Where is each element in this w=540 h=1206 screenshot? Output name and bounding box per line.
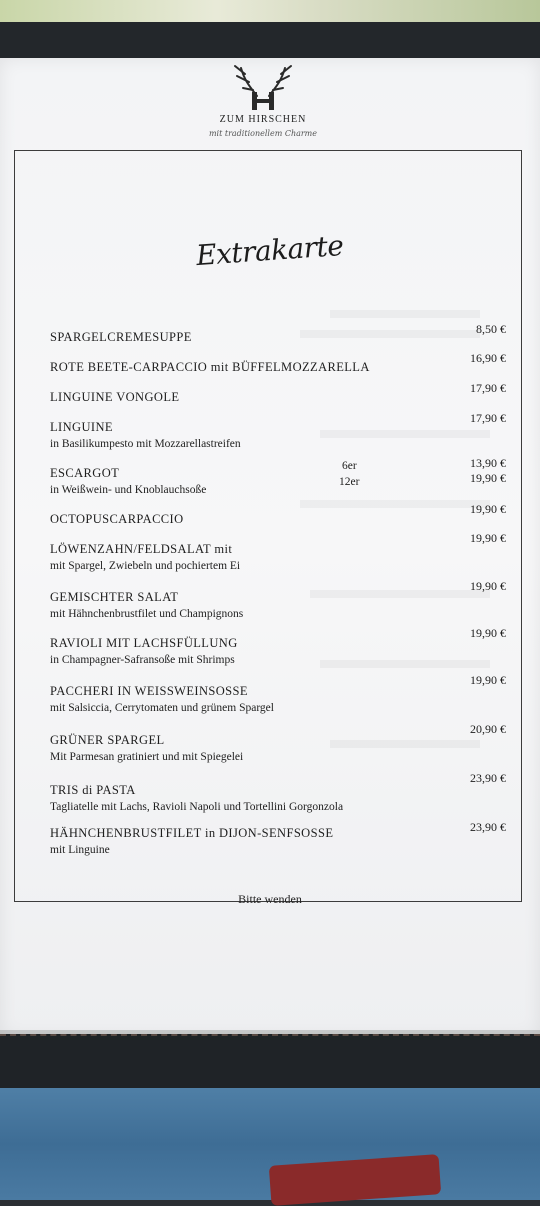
- menu-item: [50, 542, 240, 572]
- menu-item-name: LÖWENZAHN/FELDSALAT mit: [50, 542, 233, 556]
- menu-item-description: Mit Parmesan gratiniert und mit Spiegelei: [50, 751, 244, 763]
- menu-item: [50, 360, 370, 375]
- menu-item-name: RAVIOLI MIT LACHSFÜLLUNG: [50, 636, 238, 650]
- menu-item: [50, 466, 206, 496]
- menu-item-description: in Basilikumpesto mit Mozzarellastreifen: [50, 438, 241, 450]
- menu-item-description: Tagliatelle mit Lachs, Ravioli Napoli und Tortellini Gorgonzola: [50, 801, 344, 813]
- menu-item-description: in Weißwein- und Knoblauchsoße: [50, 484, 207, 496]
- menu-item: [50, 330, 192, 345]
- menu-item-price: 16,90 €: [470, 351, 506, 365]
- menu-item-name: OCTOPUSCARPACCIO: [50, 512, 184, 526]
- menu-item-name: TRIS di PASTA: [50, 783, 136, 797]
- menu-item-description: mit Linguine: [50, 844, 110, 856]
- menu-item-price: 19,90 €: [470, 531, 506, 545]
- menu-item-price: 17,90 €: [470, 381, 506, 395]
- restaurant-name: ZUM HIRSCHEN: [219, 114, 307, 125]
- menu-item-description: in Champagner-Safransoße mit Shrimps: [50, 654, 235, 666]
- menu-item-price: 17,90 €: [470, 411, 506, 425]
- menu-folder-bottom: [0, 1034, 540, 1092]
- menu-item-name: GEMISCHTER SALAT: [50, 590, 179, 604]
- menu-item-price: 19,90 €: [470, 673, 506, 687]
- menu-item-description: mit Hähnchenbrustfilet und Champignons: [50, 608, 244, 620]
- menu-item-price: 20,90 €: [470, 722, 506, 736]
- menu-item: [50, 733, 243, 763]
- menu-item-description: mit Salsiccia, Cerrytomaten und grünem Spargel: [50, 702, 274, 714]
- menu-item: [50, 636, 238, 666]
- menu-item-price: 23,90 €: [470, 820, 506, 834]
- portion-size: 6er: [342, 460, 357, 472]
- menu-item-price: 19,90 €: [470, 471, 506, 485]
- menu-item-price: 19,90 €: [470, 502, 506, 516]
- menu-item-name: LINGUINE: [50, 420, 113, 434]
- menu-item: [50, 590, 243, 620]
- menu-item: [50, 420, 241, 450]
- menu-item-name: PACCHERI IN WEISSWEINSOSSE: [50, 684, 248, 698]
- menu-item: [50, 390, 179, 405]
- title-text: Extrakarte: [195, 228, 345, 273]
- menu-item-price: 13,90 €: [470, 456, 506, 470]
- menu-item-name: HÄHNCHENBRUSTFILET in DIJON-SENFSOSSE: [50, 826, 334, 840]
- menu-item-description: mit Spargel, Zwiebeln und pochiertem Ei: [50, 560, 241, 572]
- menu-item-name: ROTE BEETE-CARPACCIO mit BÜFFELMOZZARELLA: [50, 360, 370, 374]
- menu-item: [50, 512, 184, 527]
- menu-item-name: ESCARGOT: [50, 466, 120, 480]
- restaurant-logo: [208, 60, 318, 138]
- menu-item-name: SPARGELCREMESUPPE: [50, 330, 192, 344]
- menu-item: [50, 783, 343, 813]
- footer-note: Bitte wenden: [238, 892, 302, 906]
- menu-item-price: 19,90 €: [470, 626, 506, 640]
- restaurant-tagline: mit traditionellem Charme: [208, 129, 318, 138]
- page-title: [195, 228, 345, 280]
- portion-size: 12er: [339, 476, 360, 488]
- menu-item: [50, 826, 333, 856]
- menu-item-price: 23,90 €: [470, 771, 506, 785]
- menu-item-name: GRÜNER SPARGEL: [50, 733, 165, 747]
- menu-item: [50, 684, 274, 714]
- menu-item-price: 8,50 €: [476, 322, 506, 336]
- menu-item-name: LINGUINE VONGOLE: [50, 390, 180, 404]
- menu-item-price: 19,90 €: [470, 579, 506, 593]
- deer-antler-logo-icon: [223, 60, 303, 112]
